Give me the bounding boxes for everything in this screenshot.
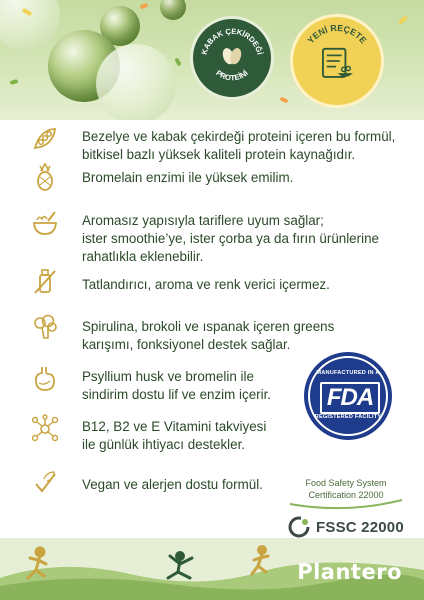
confetti-decoration — [140, 3, 149, 9]
yoga-figure — [168, 553, 192, 579]
confetti-decoration — [280, 96, 289, 103]
recipe-card-icon — [323, 49, 353, 77]
bubble-decoration — [160, 0, 186, 20]
mortar-bowl-icon — [30, 208, 60, 238]
brand-name: Plantero — [297, 560, 402, 584]
protein-badge-text-ring — [193, 19, 271, 97]
molecule-icon — [30, 414, 60, 444]
svg-text:PROTEİNİ — [214, 68, 249, 82]
fda-logo: FDA — [320, 382, 380, 414]
pineapple-icon — [30, 162, 60, 192]
fda-bottom-text: REGISTERED FACILITY — [314, 414, 382, 420]
fssc-line-1: Food Safety System — [305, 478, 387, 488]
feature-text: Tatlandırıcı, aroma ve renk verici içermez. — [82, 277, 330, 292]
fda-badge-ring — [308, 356, 388, 436]
recipe-badge-text-ring — [293, 17, 381, 105]
pea-pod-icon — [30, 124, 60, 154]
pumpkin-seeds-icon — [221, 47, 243, 66]
stomach-icon — [30, 364, 60, 394]
protein-badge-bottom-text: PROTEİNİ — [214, 68, 250, 83]
confetti-decoration — [10, 79, 19, 85]
protein-badge-top-text: KABAK ÇEKİRDEĞİ — [199, 26, 265, 56]
svg-text:KABAK ÇEKİRDEĞİ — [200, 27, 265, 56]
confetti-decoration — [398, 15, 408, 24]
feature-text: Aromasız yapısıyla tariflere uyum sağlar; ister smoothie’ye, ister çorba ya da fırın ürünlerine rahatlıkla eklenebilir. — [82, 213, 379, 264]
feature-text: Vegan ve alerjen dostu formül. — [82, 477, 263, 492]
feature-text: Bezelye ve kabak çekirdeği proteini içeren bu formül, bitkisel bazlı yüksek kaliteli protein kaynağıdır. — [82, 129, 396, 162]
new-recipe-badge — [290, 14, 384, 108]
feature-text: Bromelain enzimi ile yüksek emilim. — [82, 170, 294, 185]
fda-top-text: MANUFACTURED IN A — [316, 370, 380, 376]
fssc-name: FSSC 22000 — [316, 518, 404, 536]
jogger-figure — [252, 547, 268, 575]
no-sugar-bottle-icon — [30, 266, 60, 296]
leaf-check-icon — [30, 468, 60, 498]
confetti-decoration — [174, 58, 181, 67]
bubble-decoration — [0, 0, 60, 50]
feature-text: B12, B2 ve E Vitamini takviyesi ile günlük ihtiyacı destekler. — [82, 419, 267, 452]
protein-badge — [190, 16, 274, 100]
fda-registered-badge — [304, 352, 392, 440]
feature-text: Psyllium husk ve bromelin ile sindirim dostu lif ve enzim içerir. — [82, 369, 272, 402]
svg-text:YENİ REÇETE — [305, 23, 368, 46]
fssc-mark-icon — [288, 516, 310, 538]
recipe-badge-text: YENİ REÇETE — [305, 22, 369, 46]
bubble-decoration — [96, 44, 176, 120]
fssc-line-2: Certification 22000 — [308, 490, 384, 500]
fssc-logo — [288, 516, 412, 538]
broccoli-icon — [30, 312, 60, 342]
feature-text: Spirulina, brokoli ve ıspanak içeren greens karışımı, fonksiyonel destek sağlar. — [82, 319, 335, 352]
